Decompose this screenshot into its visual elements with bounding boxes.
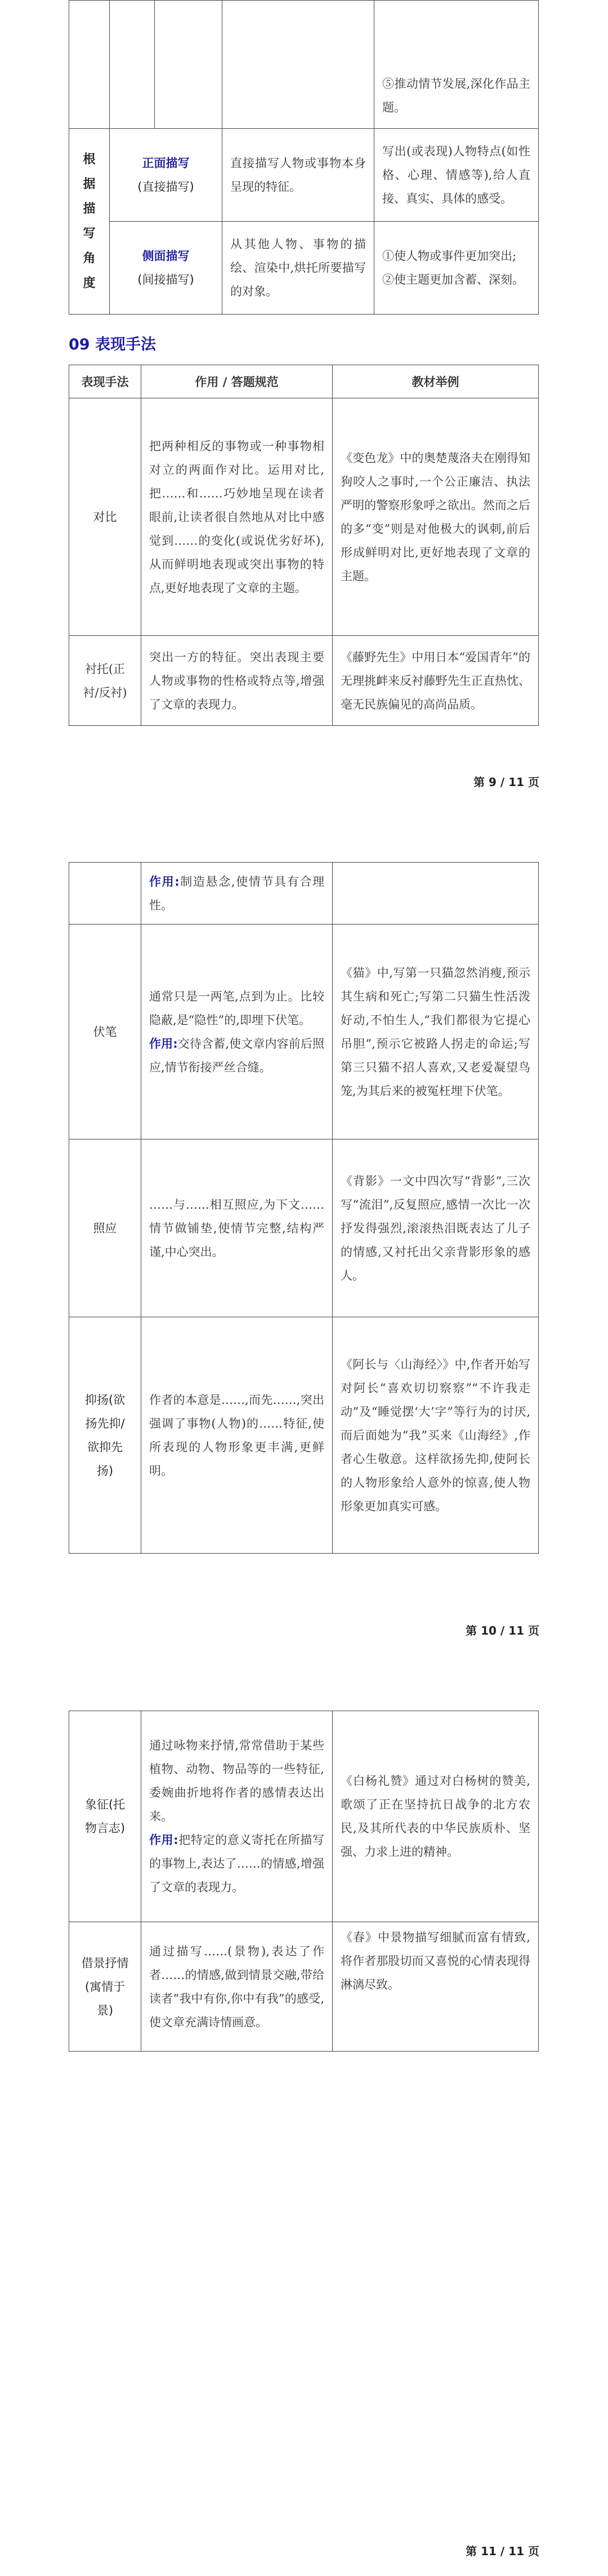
technique-cell: [69, 1139, 141, 1317]
page-9: [0, 0, 608, 822]
group-label: 根据描写角度: [83, 152, 96, 290]
technique-name: 衬托(正衬/反衬): [83, 662, 127, 699]
header-technique: 表现手法: [69, 365, 141, 398]
table-cell: [141, 925, 333, 1139]
empty-cell: [222, 1, 374, 129]
table-cell: [141, 636, 333, 726]
desc-text: 从其他人物、事物的描绘、渲染中,烘托所要描写的对象。: [230, 237, 366, 298]
example-text: ⑤推动情节发展,深化作品主题。: [382, 77, 530, 114]
empty-cell: [333, 863, 539, 925]
effect-text: 突出一方的特征。突出表现主要人物或事物的性格或特点等,增强了文章的表现力。: [149, 650, 324, 711]
group-label-cell: [69, 129, 110, 315]
technique-name: 借景抒情(寓情于景): [81, 1956, 129, 2017]
effect-text: 作者的本意是……,而先……,突出强调了事物(人物)的……特征,使所表现的人物形象更丰满,更鲜明。: [149, 1393, 324, 1478]
table-cell: [333, 925, 539, 1139]
page-number: 第 10 / 11 页: [466, 1624, 539, 1637]
method-name: 正面描写: [142, 156, 190, 170]
technique-name: 照应: [93, 1221, 117, 1235]
page-10: [0, 850, 608, 1694]
description-table: [69, 0, 539, 315]
desc-text: 通常只是一两笔,点到为止。比较隐蔽,是“隐性”的,即埋下伏笔。: [149, 989, 324, 1027]
technique-name: 抑扬(欲扬先抑/欲抑先扬): [84, 1393, 126, 1478]
technique-cell: [69, 398, 141, 636]
technique-cell: [69, 925, 141, 1139]
technique-name: 象征(托物言志): [84, 1798, 126, 1835]
example-text: 《背影》一文中四次写“背影”,三次写“流泪”,反复照应,感情一次比一次抒发得强烈,滚滚热泪既表达了儿子的情感,又衬托出父亲背影形象的感人。: [341, 1174, 530, 1282]
header-example: 教材举例: [333, 365, 539, 398]
table-cell: [141, 863, 333, 925]
page-11: [0, 1705, 608, 2576]
header-effect: 作用 / 答题规范: [141, 365, 333, 398]
method-name-cell: [110, 129, 222, 222]
table-cell: [222, 129, 374, 222]
effect-body: 制造悬念,使情节具有合理性。: [149, 874, 324, 912]
effect-body: 把特定的意义寄托在所描写的事物上,表达了……的情感,增强了文章的表现力。: [149, 1833, 325, 1894]
example-text: 《猫》中,写第一只猫忽然消瘦,预示其生病和死亡;写第二只猫生性活泼好动,不怕生人,“我们都很为它提心吊胆”,预示它被路人拐走的命运;写第三只猫不招人喜欢,又老爱凝望鸟笼,为其后来的被冤枉埋下伏笔。: [341, 966, 530, 1098]
effect-text: 通过描写……(景物),表达了作者……的情感,做到情景交融,带给读者“我中有你,你中有我”的感受,使文章充满诗情画意。: [149, 1944, 324, 2029]
effect-text: 把两种相反的事物或一种事物相对立的两面作对比。运用对比,把……和……巧妙地呈现在读者眼前,让读者很自然地从对比中感觉到……的变化(或说优劣好坏),从而鲜明地表现或突出事物的特点,更好地表现了文章的主题。: [149, 439, 324, 595]
table-cell: [333, 1922, 539, 2052]
method-alt: (直接描写): [137, 180, 194, 194]
effect-text: ②使主题更加含蓄、深刻。: [382, 273, 524, 286]
section-title: 09 表现手法: [69, 336, 156, 353]
technique-cell: [69, 1711, 141, 1922]
example-text: 《阿长与〈山海经〉》中,作者开始写对阿长“喜欢切切察察”“不许我走动”及“睡觉摆‘大’字”等行为的讨厌,而后面她为“我”买来《山海经》,作者心生敬意。这样欲扬先抑,使阿长的人物形象给人意外的惊喜,使人物形象更加真实可感。: [341, 1357, 530, 1513]
effect-body: 交待含蓄,使文章内容前后照应,情节衔接严丝合缝。: [149, 1036, 324, 1074]
table-cell: [141, 398, 333, 636]
page-number: 第 11 / 11 页: [466, 2544, 539, 2558]
effect-label: 作用:: [149, 1036, 178, 1051]
table-cell: [222, 222, 374, 315]
table-cell: [333, 1139, 539, 1317]
table-cell: [374, 222, 539, 315]
table-cell: [141, 1317, 333, 1554]
table-cell: [374, 1, 539, 129]
effect-label: 作用:: [149, 874, 180, 888]
table-cell: [141, 1711, 333, 1922]
techniques-table: [69, 862, 539, 1554]
method-name-cell: [110, 222, 222, 315]
empty-cell: [69, 863, 141, 925]
table-cell: [333, 636, 539, 726]
page-number: 第 9 / 11 页: [473, 775, 539, 789]
effect-text: ①使人物或事件更加突出;: [382, 249, 517, 263]
technique-name: 伏笔: [93, 1025, 117, 1039]
technique-cell: [69, 1922, 141, 2052]
table-cell: [333, 398, 539, 636]
example-text: 《藤野先生》中用日本“爱国青年”的无理挑衅来反衬藤野先生正直热忱、毫无民族偏见的高尚品质。: [341, 650, 530, 711]
table-cell: [333, 1317, 539, 1554]
example-text: 《春》中景物描写细腻而富有情致,将作者那股切而又喜悦的心情表现得淋漓尽致。: [341, 1931, 530, 1991]
example-text: 《变色龙》中的奥楚蔑洛夫在刚得知狗咬人之事时,一个公正廉洁、执法严明的警察形象呼之欲出。然而之后的多“变”则是对他极大的讽刺,前后形成鲜明对比,更好地表现了文章的主题。: [341, 451, 530, 583]
table-cell: [333, 1711, 539, 1922]
empty-cell: [155, 1, 222, 129]
effect-text: [141, 1828, 332, 1902]
method-alt: (间接描写): [137, 273, 194, 286]
table-cell: [374, 129, 539, 222]
effect-text: ……与……相互照应,为下文……情节做铺垫,使情节完整,结构严谨,中心突出。: [149, 1197, 324, 1259]
table-cell: [141, 1922, 333, 2052]
table-cell: [141, 1139, 333, 1317]
technique-name: 对比: [93, 510, 117, 524]
effect-text: [141, 1032, 332, 1083]
effect-label: 作用:: [149, 1833, 178, 1847]
technique-cell: [69, 636, 141, 726]
example-text: 《白杨礼赞》通过对白杨树的赞美,歌颂了正在坚持抗日战争的北方农民,及其所代表的中华民族质朴、坚强、力求上进的精神。: [341, 1774, 530, 1859]
desc-text: 直接描写人物或事物本身呈现的特征。: [230, 156, 366, 194]
effect-text: [141, 867, 332, 921]
technique-cell: [69, 1317, 141, 1554]
method-name: 侧面描写: [142, 249, 190, 263]
empty-cell: [110, 1, 155, 129]
techniques-table: [69, 1711, 539, 2052]
effect-text: 写出(或表现)人物特点(如性格、心理、情感等),给人直接、真实、具体的感受。: [382, 145, 530, 205]
empty-cell: [69, 1, 110, 129]
desc-text: 通过咏物来抒情,常常借助于某些植物、动物、物品等的一些特征,委婉曲折地将作者的感情表达出来。: [149, 1739, 324, 1823]
techniques-table: [69, 365, 539, 726]
